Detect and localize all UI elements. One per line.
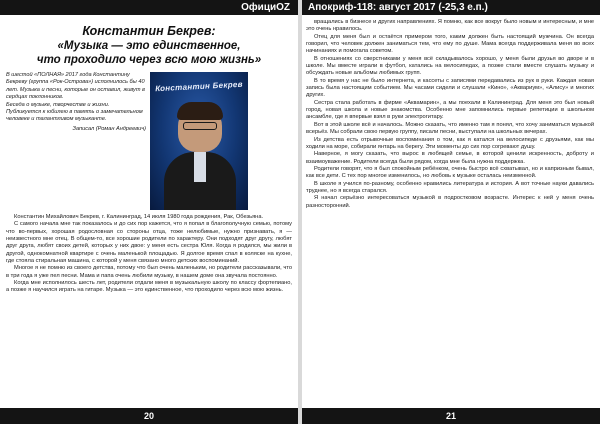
left-page-body-text <box>6 214 292 295</box>
body-paragraph: В отношениях со сверстниками у меня всё складывалось хорошо, у меня были друзья во дворе и в школе. Мы вместе играли в футбол, катались на велосипедах, а позже стали вместе слушать музыку и обсуждать новые альбомы любимых групп. <box>306 55 594 77</box>
body-paragraph: Отец для меня был и остаётся примером того, каким должен быть настоящий мужчина. Он всегда говорил, что человек должен заниматься тем, что ему по душе. Мама всегда поддерживала меня во всех начинаниях и помогала советом. <box>306 33 594 55</box>
body-paragraph: Сестра стала работать в фирме «Аквамарин», а мы поехали в Калининград. Для меня это был новый город, новая школа и новые знакомства. Особенно мне запомнились первые репетиции в школьном ансамбле, где я впервые взял в руки электрогитару. <box>306 99 594 121</box>
intro-signature: Записал (Роман Андреевич) <box>72 125 146 132</box>
body-paragraph: Наверное, я могу сказать, что вырос в любящей семье, в которой ценили искренность, доброту и взаимоуважение. Родители всегда были рядом, когда мне была нужна поддержка. <box>306 151 594 165</box>
cover-figure-hair <box>177 102 223 120</box>
body-paragraph: В то время у нас не было интернета, и кассеты с записями передавались из рук в руки. Каждая новая запись была настоящим событием. Мы часами сидели и слушали «Кино», «Аквариум», «Алису» и многих других. <box>306 77 594 99</box>
album-cover-image <box>150 72 248 210</box>
body-paragraph: Я начал серьёзно интересоваться музыкой в подростковом возрасте. Интерес к ней у меня очень разносторонний. <box>306 195 594 209</box>
article-subtitle-line-1: «Музыка — это единственное, <box>57 40 241 52</box>
body-paragraph: Когда мне исполнилось шесть лет, родители отдали меня в музыкальную школу по классу фортепиано, а позже я научился играть на гитаре. Музыка — это единственное, что проходило через всю мою жизнь. <box>6 280 292 294</box>
intro-paragraph: Беседа о музыке, творчестве и жизни. Публикуется к юбилею в память о замечательном человеке и талантливом музыканте. <box>6 101 143 123</box>
cover-figure-shirt <box>194 152 206 182</box>
left-page <box>0 0 298 424</box>
body-paragraph: Вот в этой школе всё и началось. Можно сказать, что именно там я понял, что хочу заниматься музыкой всерьёз. Мы собрали свою первую группу, писали песни, выступали на школьных вечерах. <box>306 121 594 136</box>
body-paragraph: С самого начала мне так показалось и до сих пор кажется, что я попал в благополучную семью, потому что во-первых, хорошая родословная со стороны отца, тоже нелюбимые, нужно признавать, я — неизвестного мне отец. В общем-то, все хорошие родители по характеру. Они подходят друг другу, любят друг друга, любят своих детей, которых у них двое: у меня есть сестра Юля. Когда я родился, мы жили в другой, однокомнатной квартире с очень маленькой площадью. Я долгое время спал в коляске на кухне, где стояла стиральная машина, с которой у меня связано много детских воспоминаний. <box>6 221 292 265</box>
left-page-number: 20 <box>0 408 298 424</box>
article-intro <box>6 72 146 133</box>
body-paragraph: вращались в бизнесе и других направлениях. Я помню, как все вокруг было новым и интересным, и мне это очень нравилось. <box>306 19 594 33</box>
right-page-body-text <box>306 19 594 210</box>
body-paragraph: Родители говорят, что я был спокойным ребёнком, очень быстро всё схватывал, но и капризным бывал, как все дети. С тех пор многое изменилось, но любовь к музыке осталась неизменной. <box>306 165 594 180</box>
body-paragraph: В школе я учился по-разному, особенно нравились литература и история. А вот точные науки давались труднее, но я всегда старался. <box>306 180 594 194</box>
article-title-block <box>0 24 298 67</box>
body-paragraph: Константин Михайлович Бекрев, г. Калининград, 14 июля 1980 года рождения, Рак, Обезьяна. <box>14 214 264 220</box>
cover-title: Константин Бекрев <box>154 79 244 94</box>
left-page-header: ОфициОZ <box>0 0 298 15</box>
cover-figure-glasses <box>183 122 217 130</box>
intro-paragraph: В шестой «ПОЛНАЯ» 2017 года Константину Бекреву (группа «Рок-Острова») исполнилось бы 40 лет. Музыка и песни, которые он оставил, живут в сердцах поклонников. <box>6 72 145 101</box>
right-page-number: 21 <box>302 408 600 424</box>
article-subtitle-line-2: что проходило через всю мою жизнь» <box>36 54 262 66</box>
article-title: Константин Бекрев: <box>82 24 216 38</box>
body-paragraph: Многое я не помню из своего детства, потому что был очень маленьким, но родители рассказывали, что в три года я уже пел песни. Мама и папа очень любили музыку, в нашем доме она звучала постоянно. <box>6 265 292 279</box>
right-page <box>302 0 600 424</box>
body-paragraph: Из детства есть отрывочные воспоминания о том, как я катался на велосипеде с друзьями, как мы ходили на море, собирали янтарь на берегу. Эти моменты до сих пор согревают душу. <box>306 136 594 150</box>
right-page-header: Апокриф-118: август 2017 (-25,3 е.п.) <box>302 0 600 15</box>
